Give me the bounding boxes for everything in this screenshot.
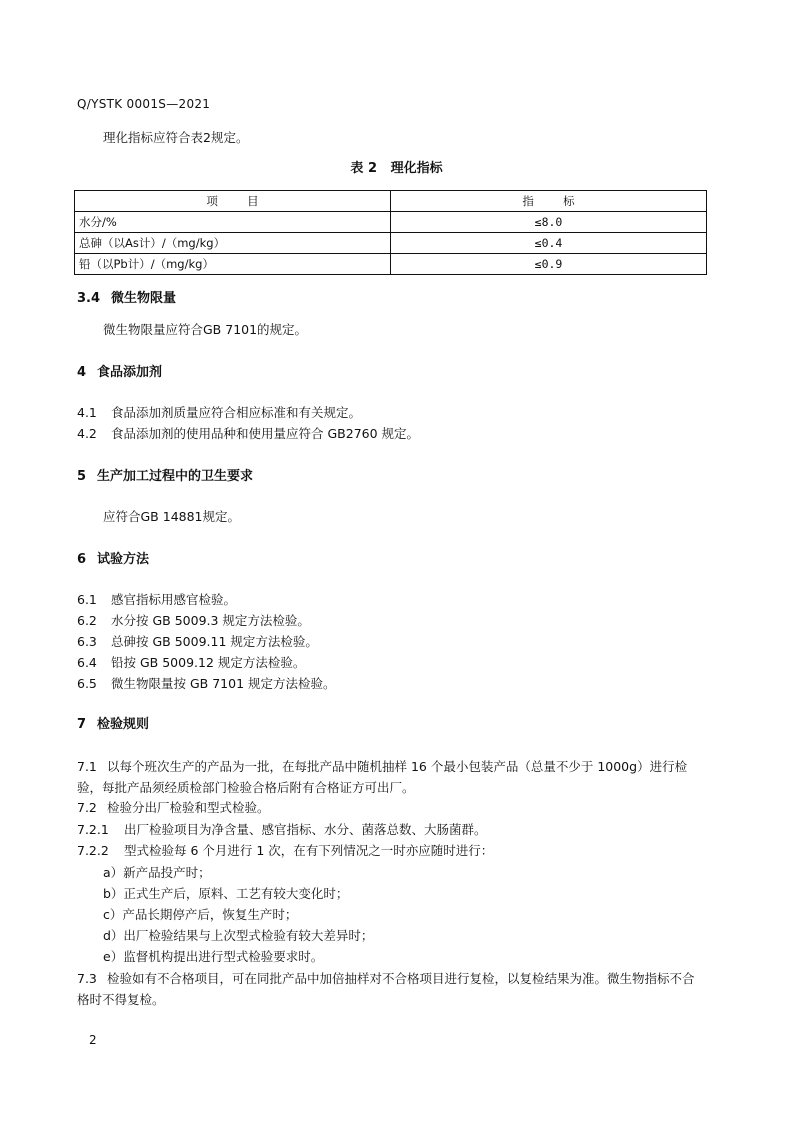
clause-text: 以每个班次生产的产品为一批，在每批产品中随机抽样 16 个最小包装产品（总量不少于 1000g）进行检验，每批产品须经质检部门检验合格后附有合格证方可出厂。 <box>77 759 688 795</box>
section-number: 7 <box>77 717 87 732</box>
section-title: 试验方法 <box>97 552 150 567</box>
intro-paragraph: 理化指标应符合表2规定。 <box>103 130 249 145</box>
table-row <box>75 212 707 233</box>
list-item: e）监督机构提出进行型式检验要求时。 <box>103 949 324 964</box>
clause-text: 检验如有不合格项目，可在同批产品中加倍抽样对不合格项目进行复检，以复检结果为准。微生物指标不合格时不得复检。 <box>77 971 695 1007</box>
clause-text: 出厂检验项目为净含量、感官指标、水分、菌落总数、大肠菌群。 <box>124 822 487 837</box>
table-row <box>75 233 707 254</box>
column-header-item: 项 目 <box>75 191 391 212</box>
section-title: 检验规则 <box>97 717 150 732</box>
clause-6-3 <box>77 634 318 650</box>
column-header-value: 指 标 <box>391 191 707 212</box>
clause-number: 6.5 <box>77 676 97 691</box>
clause-7-2 <box>77 800 270 816</box>
section-3-4-text: 微生物限量应符合GB 7101的规定。 <box>103 322 308 337</box>
table-cell-value: ≤0.9 <box>391 254 707 275</box>
clause-4-1 <box>77 405 361 421</box>
clause-number: 6.4 <box>77 655 97 670</box>
clause-6-1 <box>77 592 236 608</box>
table-cell-value: ≤0.4 <box>391 233 707 254</box>
clause-6-5 <box>77 676 336 692</box>
list-item: a）新产品投产时； <box>103 865 211 880</box>
clause-7-1 <box>77 756 702 798</box>
clause-number: 4.2 <box>77 426 97 441</box>
clause-text: 检验分出厂检验和型式检验。 <box>107 800 270 815</box>
clause-text: 型式检验每 6 个月进行 1 次，在有下列情况之一时亦应随时进行： <box>124 843 494 858</box>
list-item: d）出厂检验结果与上次型式检验有较大差异时； <box>103 928 374 943</box>
section-6-heading <box>77 552 149 568</box>
clause-number: 6.2 <box>77 613 97 628</box>
clause-number: 6.1 <box>77 592 97 607</box>
section-7-heading <box>77 717 149 733</box>
section-number: 3.4 <box>77 291 101 306</box>
table-cell-value: ≤8.0 <box>391 212 707 233</box>
clause-text: 感官指标用感官检验。 <box>111 592 237 607</box>
clause-text: 水分按 GB 5009.3 规定方法检验。 <box>111 613 310 628</box>
section-4-heading <box>77 365 162 381</box>
clause-6-2 <box>77 613 310 629</box>
clause-7-2-2 <box>77 843 493 859</box>
clause-text: 总砷按 GB 5009.11 规定方法检验。 <box>111 634 318 649</box>
table-cell-item: 总砷（以As计）/（mg/kg） <box>75 233 391 254</box>
table-caption: 表 2 理化指标 <box>350 161 443 176</box>
table-cell-item: 铅（以Pb计）/（mg/kg） <box>75 254 391 275</box>
clause-number: 7.3 <box>77 971 97 986</box>
clause-number: 7.2.2 <box>77 843 109 858</box>
section-title: 微生物限量 <box>111 291 177 306</box>
table-cell-item: 水分/% <box>75 212 391 233</box>
table-row <box>75 254 707 275</box>
section-title: 食品添加剂 <box>97 365 163 380</box>
section-3-4-heading <box>77 291 176 307</box>
section-5-heading <box>77 469 253 485</box>
list-item: c）产品长期停产后，恢复生产时； <box>103 907 298 922</box>
clause-text: 铅按 GB 5009.12 规定方法检验。 <box>111 655 306 670</box>
clause-4-2 <box>77 426 419 442</box>
list-item: b）正式生产后，原料、工艺有较大变化时； <box>103 886 349 901</box>
clause-number: 7.2.1 <box>77 822 109 837</box>
section-title: 生产加工过程中的卫生要求 <box>97 469 254 484</box>
clause-6-4 <box>77 655 305 671</box>
clause-number: 6.3 <box>77 634 97 649</box>
clause-7-2-1 <box>77 822 487 838</box>
table-header-row <box>75 191 707 212</box>
section-number: 4 <box>77 365 87 380</box>
clause-text: 微生物限量按 GB 7101 规定方法检验。 <box>111 676 336 691</box>
clause-text: 食品添加剂的使用品种和使用量应符合 GB2760 规定。 <box>111 426 420 441</box>
clause-number: 7.2 <box>77 800 97 815</box>
section-number: 6 <box>77 552 87 567</box>
clause-number: 7.1 <box>77 759 97 774</box>
physicochemical-table <box>74 190 707 275</box>
section-number: 5 <box>77 469 87 484</box>
page-number: 2 <box>89 1033 97 1047</box>
clause-text: 食品添加剂质量应符合相应标准和有关规定。 <box>111 405 362 420</box>
standard-code: Q/YSTK 0001S—2021 <box>77 97 211 111</box>
clause-number: 4.1 <box>77 405 97 420</box>
clause-7-3 <box>77 968 702 1010</box>
section-5-text: 应符合GB 14881规定。 <box>103 509 240 524</box>
